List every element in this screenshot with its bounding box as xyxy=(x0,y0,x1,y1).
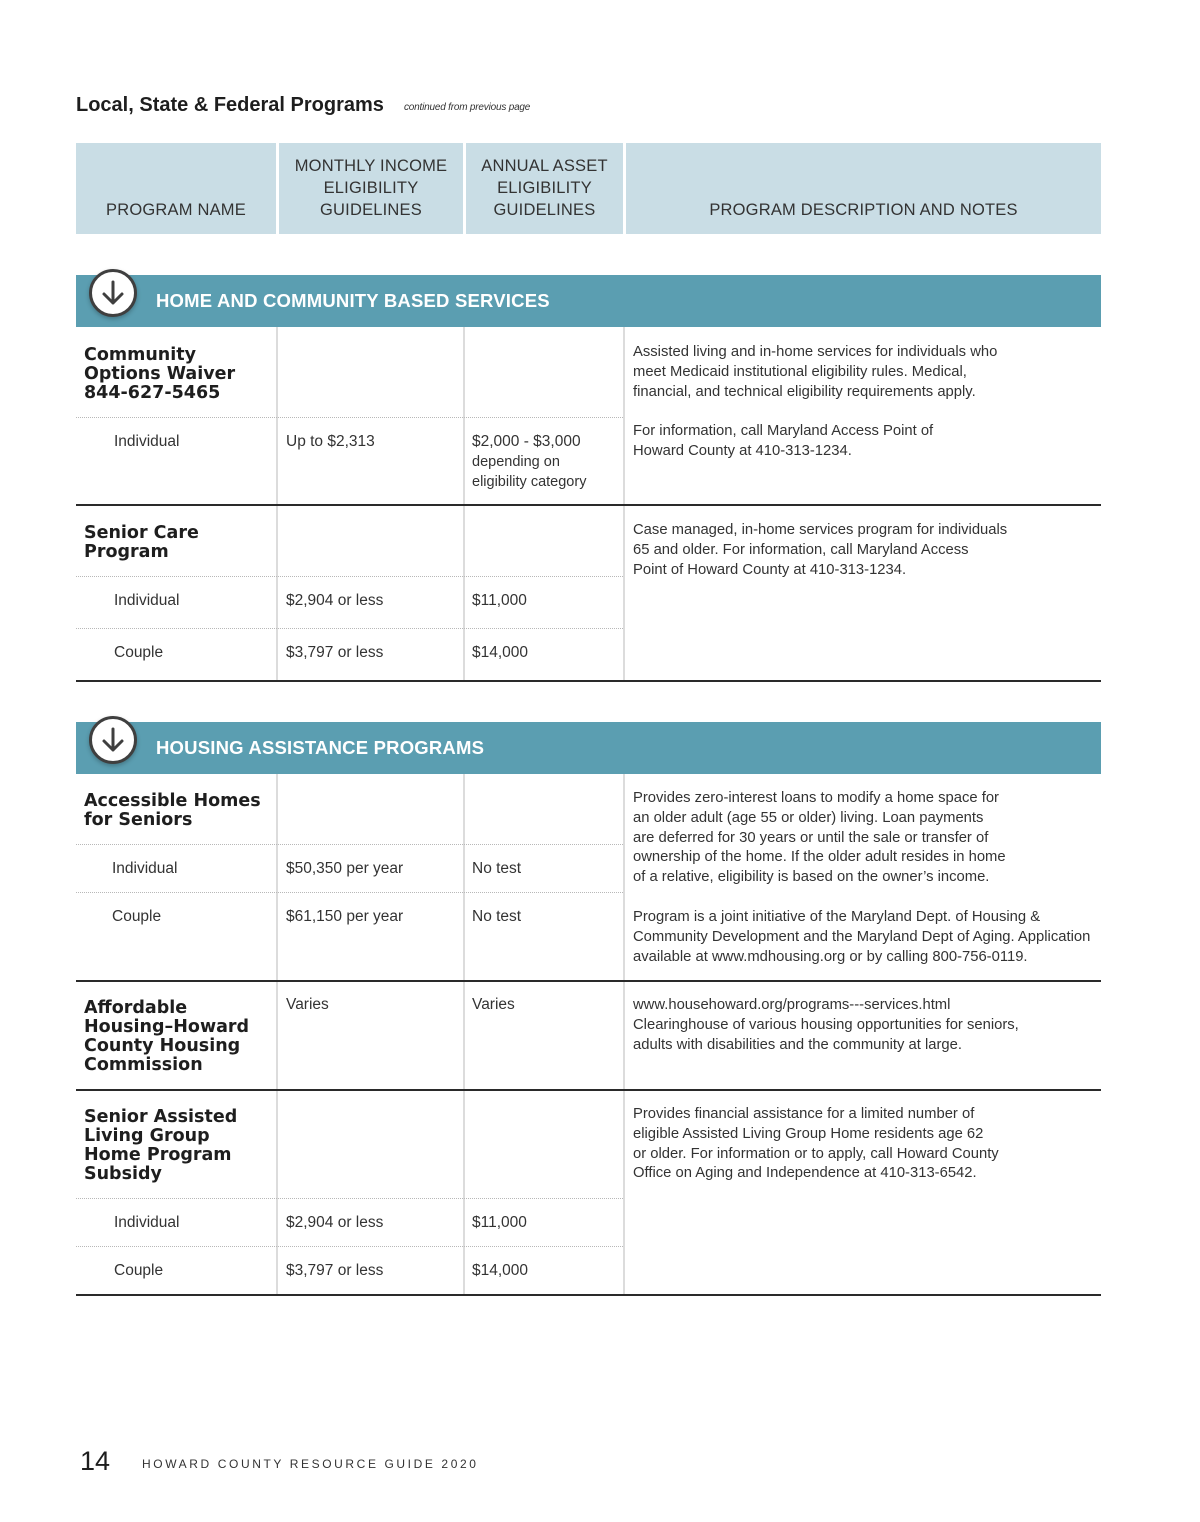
program-description: Case managed, in-home services program for individuals 65 and older. For information, call Maryland Access Point of Howard County at 410-313-1234. xyxy=(633,522,1008,578)
program-description: Provides zero-interest loans to modify a home space for an older adult (age 55 or older) living. Loan payments are deferred for 30 years or until the sale or transfer of ownership of the home. If the older adult resides in home of a relative, eligibility is based on the owner’s income. xyxy=(633,790,1006,886)
row-label: Individual xyxy=(112,860,178,877)
section-title: HOUSING ASSISTANCE PROGRAMS xyxy=(156,737,485,758)
income-value: $50,350 per year xyxy=(286,860,404,877)
program-name: Community Options Waiver 844-627-5465 xyxy=(84,345,236,403)
arrow-down-circle-icon xyxy=(89,716,137,764)
asset-value: $11,000 xyxy=(472,592,527,609)
page-subtitle: continued from previous page xyxy=(404,102,531,113)
row-label: Couple xyxy=(114,1262,164,1279)
program-description: Assisted living and in-home services for individuals who meet Medicaid institutional eligibility rules. Medical, financial, and technical eligibility requirements apply. xyxy=(633,344,998,400)
row-label: Couple xyxy=(112,908,162,925)
program-description-note: Program is a joint initiative of the Maryland Dept. of Housing & Community Development and the Maryland Dept of Aging. Application available at www.mdhousing.org or by calling 800-756-0119. xyxy=(633,909,1091,965)
table-header xyxy=(76,143,1101,234)
asset-value: No test xyxy=(472,860,522,877)
asset-value: $11,000 xyxy=(472,1214,527,1231)
page-title: Local, State & Federal Programs xyxy=(76,94,384,116)
income-value: $3,797 or less xyxy=(286,644,384,661)
row-label: Couple xyxy=(114,644,164,661)
page-number: 14 xyxy=(80,1446,111,1476)
program-name: Senior Assisted Living Group Home Program Subsidy xyxy=(84,1107,238,1184)
section-title: HOME AND COMMUNITY BASED SERVICES xyxy=(156,290,550,311)
income-value: Up to $2,313 xyxy=(286,433,375,450)
program-name: Senior Care Program xyxy=(84,523,199,562)
header-program-name: PROGRAM NAME xyxy=(76,143,276,234)
row-label: Individual xyxy=(114,1214,180,1231)
header-annual-asset: ANNUAL ASSET ELIGIBILITY GUIDELINES xyxy=(466,143,623,234)
arrow-down-circle-icon xyxy=(89,269,137,317)
program-description-note: For information, call Maryland Access Point of Howard County at 410-313-1234. xyxy=(633,423,934,459)
income-value: $3,797 or less xyxy=(286,1262,384,1279)
header-description: PROGRAM DESCRIPTION AND NOTES xyxy=(626,143,1101,234)
header-monthly-income: MONTHLY INCOME ELIGIBILITY GUIDELINES xyxy=(279,143,463,234)
section-bar-home-community xyxy=(76,275,1101,327)
income-value: $2,904 or less xyxy=(286,1214,384,1231)
program-description: Provides financial assistance for a limited number of eligible Assisted Living Group Home residents age 62 or older. For information or to apply, call Howard County Office on Aging and Independence at 410-313-6542. xyxy=(633,1106,999,1182)
income-value: $2,904 or less xyxy=(286,592,384,609)
asset-value: $14,000 xyxy=(472,644,529,661)
asset-value: Varies xyxy=(472,996,515,1013)
program-name: Accessible Homes for Seniors xyxy=(84,791,261,830)
income-value: Varies xyxy=(286,996,329,1013)
asset-value: $2,000 - $3,000 depending on eligibility category xyxy=(472,433,587,490)
footer-guide-title: HOWARD COUNTY RESOURCE GUIDE 2020 xyxy=(142,1457,479,1471)
program-name: Affordable Housing–Howard County Housing Commission xyxy=(84,998,250,1075)
row-label: Individual xyxy=(114,592,180,609)
asset-value: $14,000 xyxy=(472,1262,529,1279)
row-label: Individual xyxy=(114,433,180,450)
asset-value: No test xyxy=(472,908,522,925)
section-bar-housing-assistance xyxy=(76,722,1101,774)
income-value: $61,150 per year xyxy=(286,908,404,925)
program-description: www.househoward.org/programs---services.html Clearinghouse of various housing opportunities for seniors, adults with disabilities and the community at large. xyxy=(633,997,1019,1053)
